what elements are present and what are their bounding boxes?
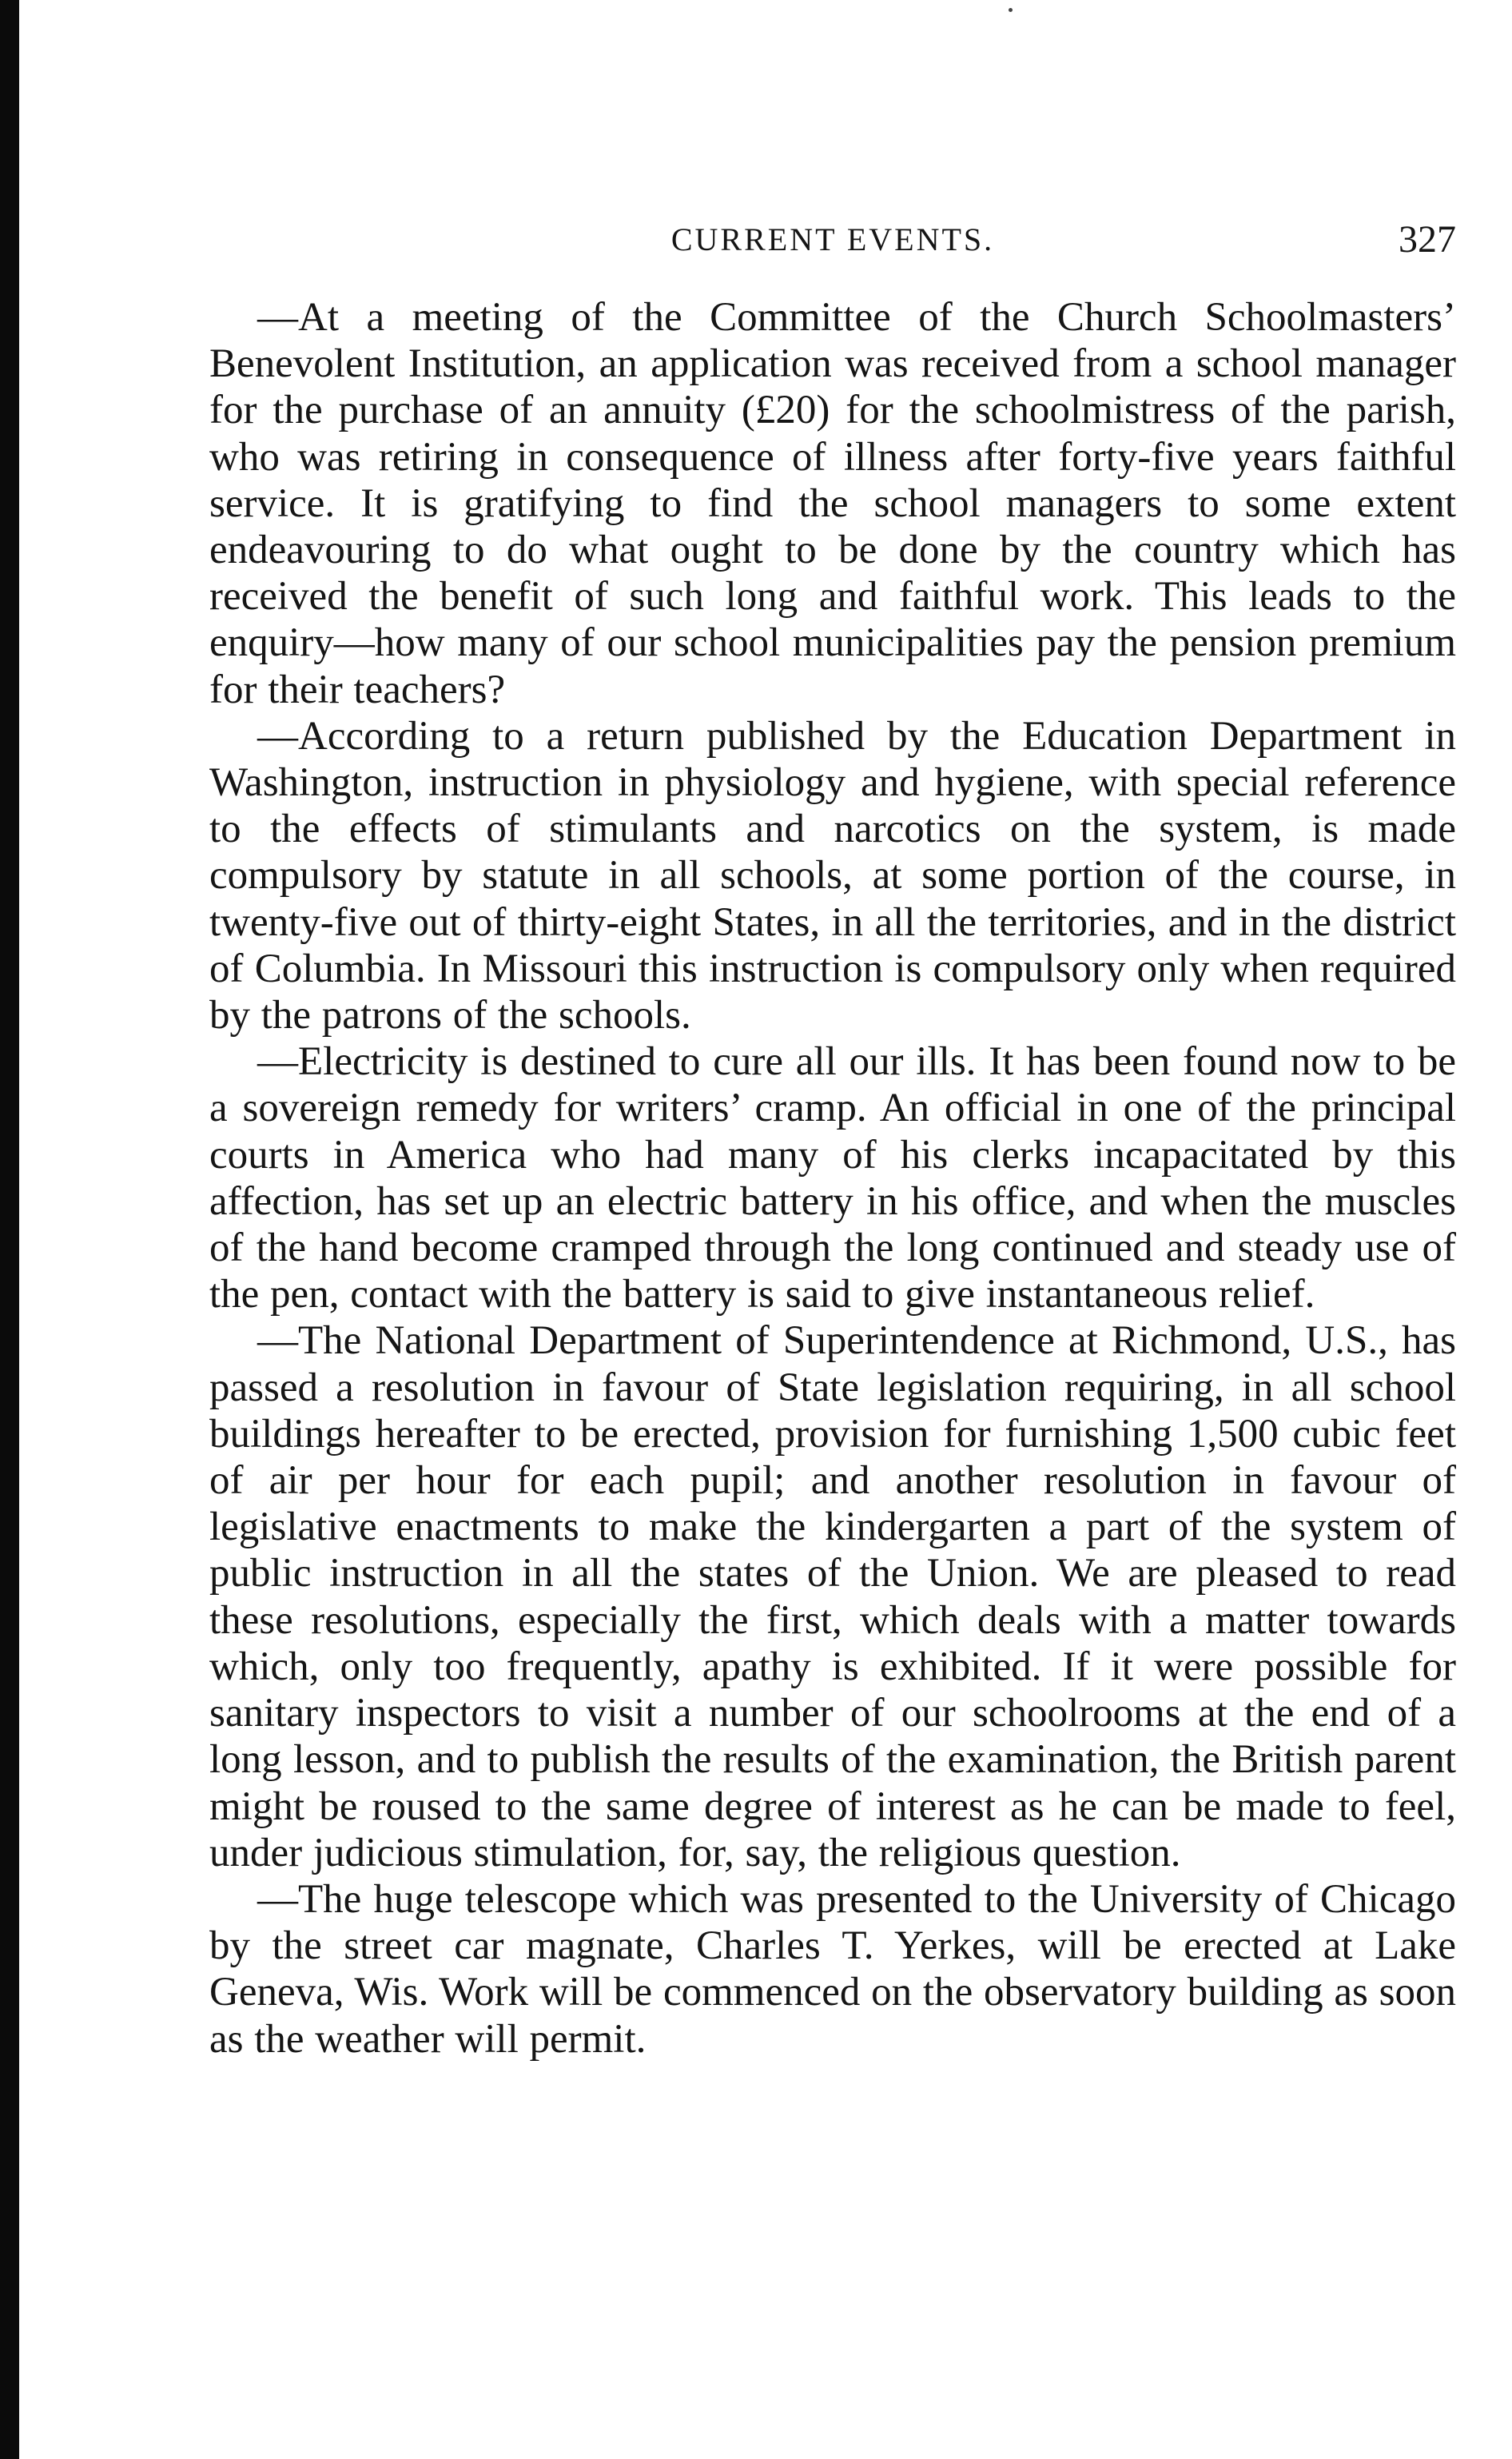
paragraph-benevolent-institution: —At a meeting of the Committee of the Church Schoolmasters’ Benevolent Institution, an application was received from a school manager for the purchase of an annuity (£20) for the schoolmistress of the parish, who was retiring in consequence of illness after forty-five years faithful service. It is gratifying to find the school managers to some extent endeavouring to do what ought to be done by the country which has received the benefit of such long and faithful work. This leads to the enquiry—how many of our school municipalities pay the pension premium for their teachers?: [209, 295, 1456, 712]
page-header: [209, 216, 1456, 264]
page-number: 327: [1399, 218, 1456, 261]
paragraph-education-department: —According to a return published by the Education Department in Washington, instruction in physiology and hygiene, with special reference to the effects of stimulants and narcotics on the system, is made compulsory by statute in all schools, at some portion of the course, in twenty-five out of thirty-eight States, in all the territories, and in the district of Columbia. In Missouri this instruction is compulsory only when required by the patrons of the schools.: [209, 713, 1456, 1038]
paragraph-national-department: —The National Department of Superintendence at Richmond, U.S., has passed a resolution in favour of State legislation requiring, in all school buildings hereafter to be erected, provision for furnishing 1,500 cubic feet of air per hour for each pupil; and another resolution in favour of legislative enactments to make the kindergarten a part of the system of public instruction in all the states of the Union. We are pleased to read these resolutions, especially the first, which deals with a matter towards which, only too frequently, apathy is exhibited. If it were possible for sanitary inspectors to visit a number of our schoolrooms at the end of a long lesson, and to publish the results of the examination, the British parent might be roused to the same degree of interest as he can be made to feel, under judicious stimulation, for, say, the religious question.: [209, 1318, 1456, 1875]
running-head: CURRENT EVENTS.: [670, 221, 995, 257]
scan-speck: [1009, 8, 1013, 12]
paragraph-telescope: —The huge telescope which was presented to the University of Chicago by the street car magnate, Charles T. Yerkes, will be erected at Lake Geneva, Wis. Work will be commenced on the observatory building as soon as the weather will permit.: [209, 1876, 1456, 2062]
paragraph-electricity: —Electricity is destined to cure all our ills. It has been found now to be a sovereign remedy for writers’ cramp. An official in one of the principal courts in America who had many of his clerks incapacitated by this affection, has set up an electric battery in his office, and when the muscles of the hand become cramped through the long continued and steady use of the pen, contact with the battery is said to give instantaneous relief.: [209, 1039, 1456, 1317]
article-body: [209, 294, 1456, 2062]
page-binding-edge: [0, 0, 19, 2459]
